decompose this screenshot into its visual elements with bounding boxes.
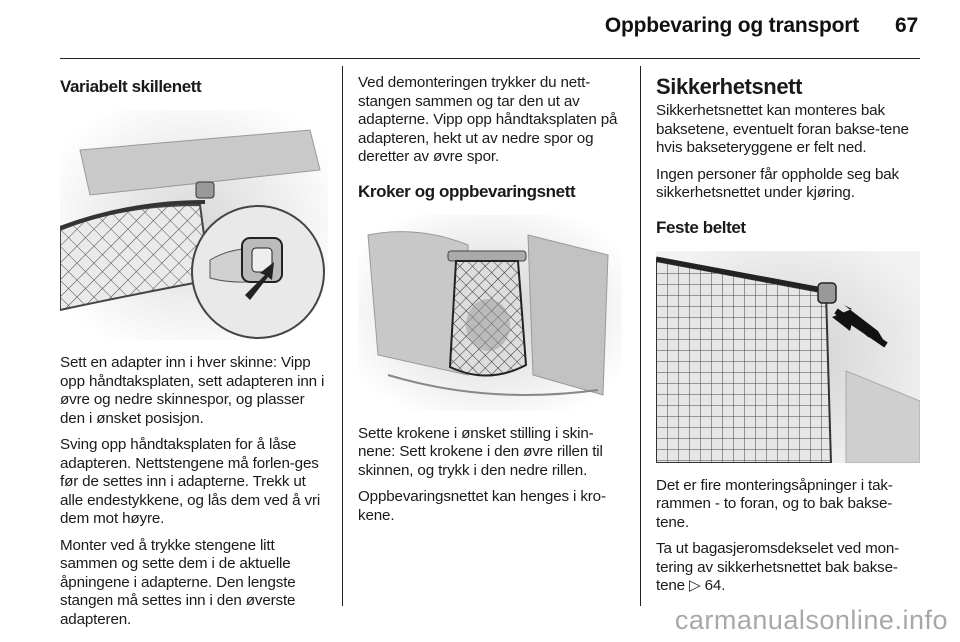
- header-section-title: Oppbevaring og transport: [604, 14, 860, 37]
- paragraph: Monter ved å trykke stengene litt sammen og sette dem i de aktuelle åpningene i adapterne. Den lengste stangen må settes inn i den øverste adapteren.: [60, 536, 296, 628]
- paragraph: Sving opp håndtaksplaten for å låse adapteren. Nettstengene må forlen-ges før de settes inn i adapterne. Trekk ut alle endestykkene, og lås dem ved å vri dem mot høyre.: [60, 436, 321, 527]
- safety-net-mounting-illustration: [656, 251, 920, 463]
- paragraph: Det er fire monteringsåpninger i tak-rammen - to foran, og to bak bakse-tene.: [656, 476, 893, 531]
- paragraph: Sette krokene i ønsket stilling i skin-nene: Sett krokene i den øvre rillen til skinnen, og trykk i den nedre rillen.: [358, 424, 603, 479]
- column-1: [60, 66, 330, 637]
- page-number: 67: [895, 14, 918, 37]
- column-divider: [640, 66, 641, 606]
- header-rule: [60, 58, 920, 59]
- section-heading: Sikkerhetsnett: [656, 74, 803, 99]
- page-header: [605, 14, 918, 38]
- paragraph: Sikkerhetsnettet kan monteres bak baksetene, eventuelt foran bakse-tene hvis bakseteryggene er felt ned.: [656, 102, 909, 156]
- section-heading: Variabelt skillenett: [60, 77, 202, 96]
- paragraph: Ta ut bagasjeromsdekselet ved mon-tering av sikkerhetsnettet bak bakse-tene ▷ 64.: [656, 540, 900, 594]
- paragraph: Sett en adapter inn i hver skinne: Vipp opp håndtaksplaten, sett adapteren inn i øvre og nedre skinnespor, og plasser den i ønsket posisjon.: [60, 354, 325, 427]
- paragraph: Ved demonteringen trykker du nett-stangen sammen og tar den ut av adapterne. Vipp opp håndtaksplaten på adapteren, hekt ut av nedre spor og deretter av øvre spor.: [358, 74, 618, 165]
- section-heading: Kroker og oppbevaringsnett: [358, 181, 576, 201]
- paragraph: Oppbevaringsnettet kan henges i kro-kene.: [358, 488, 606, 524]
- watermark: carmanualsonline.info: [674, 605, 948, 635]
- cargo-net-adapter-illustration: [60, 110, 328, 340]
- storage-net-illustration: [358, 215, 622, 411]
- paragraph: Ingen personer får oppholde seg bak sikkerhetsnettet under kjøring.: [656, 165, 899, 201]
- column-3: [656, 66, 924, 604]
- subsection-heading: Feste beltet: [656, 217, 746, 237]
- column-2: [358, 66, 626, 533]
- column-divider: [342, 66, 343, 606]
